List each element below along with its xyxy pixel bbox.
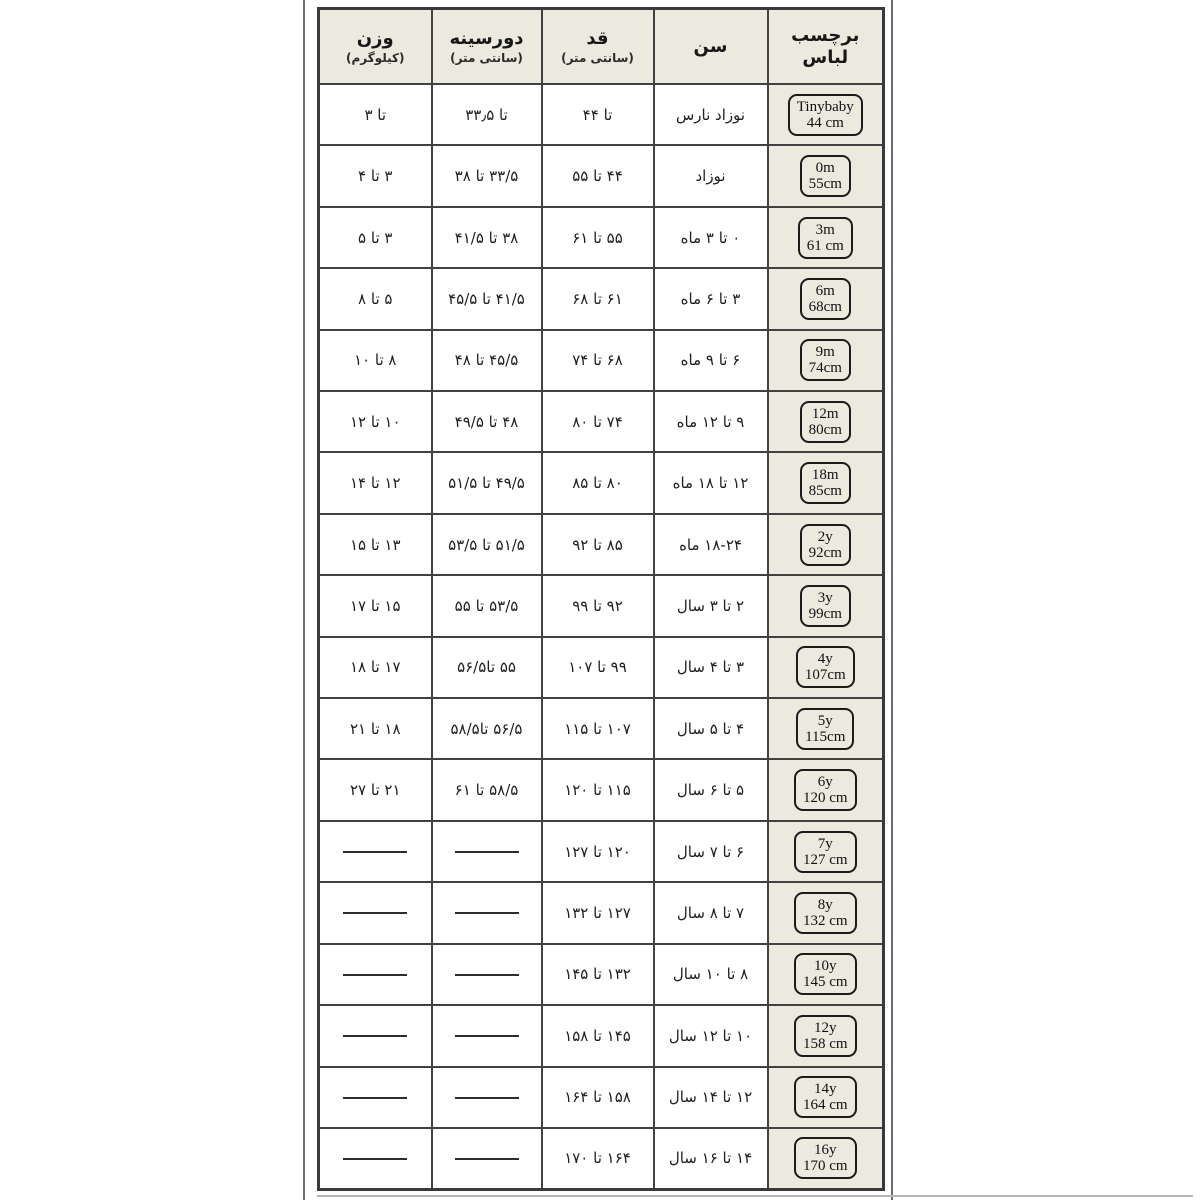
table-row [319,821,884,882]
cell-chest [432,882,542,943]
size-tag-badge [794,831,857,873]
cell-age: ۰ تا ۳ ماه [654,207,768,268]
cell-chest: ۴۸ تا ۴۹/۵ [432,391,542,452]
cell-chest: ۳۳/۵ تا ۳۸ [432,145,542,206]
table-row [319,944,884,1005]
header-height [542,9,654,85]
size-tag-badge [800,524,851,566]
cell-weight: ۳ تا ۴ [319,145,432,206]
size-tag-height: 120 cm [802,790,848,807]
page-rule-left [303,0,305,1200]
cell-tag [768,391,884,452]
size-tag-code: 5y [817,712,833,729]
cell-weight: ۳ تا ۵ [319,207,432,268]
header-chest-unit: (سانتی متر) [450,51,523,65]
cell-chest: ۵۸/۵ تا ۶۱ [432,759,542,820]
table-row [319,514,884,575]
size-tag-code: 2y [817,528,833,545]
table-row [319,637,884,698]
table-row [319,330,884,391]
cell-height: ۸۵ تا ۹۲ [542,514,654,575]
size-tag-code: 8y [817,896,833,913]
header-chest-title: دورسینه [449,28,524,49]
size-tag-badge [800,585,851,627]
cell-tag [768,882,884,943]
cell-tag [768,84,884,145]
size-tag-code: 6m [815,282,835,299]
table-row [319,268,884,329]
cell-chest: ۵۳/۵ تا ۵۵ [432,575,542,636]
cell-weight: تا ۳ [319,84,432,145]
size-tag-height: 107cm [804,667,846,684]
cell-height: ۱۳۲ تا ۱۴۵ [542,944,654,1005]
cell-height: ۶۸ تا ۷۴ [542,330,654,391]
cell-height: ۷۴ تا ۸۰ [542,391,654,452]
cell-chest: ۴۵/۵ تا ۴۸ [432,330,542,391]
size-tag-code: 6y [817,774,833,791]
cell-age: ۸ تا ۱۰ سال [654,944,768,1005]
header-age [654,9,768,85]
size-tag-code: Tinybaby [796,98,854,115]
cell-height: ۱۰۷ تا ۱۱۵ [542,698,654,759]
page-rule-bottom [317,1195,1193,1197]
size-tag-code: 14y [813,1081,837,1098]
cell-weight [319,1005,432,1066]
cell-chest: ۴۹/۵ تا ۵۱/۵ [432,452,542,513]
cell-chest [432,944,542,1005]
cell-height: ۶۱ تا ۶۸ [542,268,654,329]
size-tag-badge [800,155,851,197]
table-body [319,84,884,1190]
header-weight-title: وزن [356,28,394,49]
size-tag-height: 92cm [808,544,842,561]
size-tag-badge [794,953,857,995]
table-row [319,1128,884,1190]
header-height-unit: (سانتی متر) [561,51,634,65]
size-tag-code: 3m [815,221,835,238]
cell-height: ۱۵۸ تا ۱۶۴ [542,1067,654,1128]
cell-weight: ۲۱ تا ۲۷ [319,759,432,820]
cell-tag [768,145,884,206]
size-tag-badge [788,94,863,136]
cell-height: ۸۰ تا ۸۵ [542,452,654,513]
cell-tag [768,821,884,882]
size-tag-code: 7y [817,835,833,852]
cell-tag [768,330,884,391]
size-tag-code: 3y [817,589,833,606]
table-row [319,575,884,636]
size-tag-code: 18m [811,467,839,484]
cell-height: ۵۵ تا ۶۱ [542,207,654,268]
cell-height: ۹۹ تا ۱۰۷ [542,637,654,698]
cell-chest [432,821,542,882]
table-row [319,882,884,943]
header-height-title: قد [586,28,609,49]
size-tag-badge [794,769,857,811]
empty-value-dash [455,912,519,914]
cell-age: ۳ تا ۴ سال [654,637,768,698]
size-tag-badge [798,217,853,259]
cell-age: ۱۲ تا ۱۴ سال [654,1067,768,1128]
header-age-title: سن [693,35,728,57]
cell-weight [319,944,432,1005]
cell-tag [768,637,884,698]
cell-age: ۳ تا ۶ ماه [654,268,768,329]
cell-weight: ۱۸ تا ۲۱ [319,698,432,759]
size-tag-badge [800,339,851,381]
cell-tag [768,207,884,268]
cell-weight: ۸ تا ۱۰ [319,330,432,391]
size-tag-code: 9m [815,344,835,361]
size-tag-badge [796,708,854,750]
cell-chest: ۳۸ تا ۴۱/۵ [432,207,542,268]
size-tag-badge [800,278,851,320]
size-tag-height: 158 cm [802,1035,848,1052]
cell-tag [768,452,884,513]
header-tag-title: برچسب لباس [791,24,860,68]
size-tag-code: 4y [817,651,833,668]
table-row [319,145,884,206]
table-row [319,759,884,820]
cell-chest [432,1067,542,1128]
cell-age: ۲ تا ۳ سال [654,575,768,636]
cell-tag [768,944,884,1005]
cell-age: ۱۴ تا ۱۶ سال [654,1128,768,1190]
table-row [319,1067,884,1128]
header-tag [768,9,884,85]
empty-value-dash [343,912,407,914]
table-row [319,698,884,759]
cell-weight [319,1128,432,1190]
cell-tag [768,759,884,820]
size-tag-height: 68cm [808,298,842,315]
cell-chest: ۵۶/۵ تا۵۸/۵ [432,698,542,759]
cell-weight: ۱۵ تا ۱۷ [319,575,432,636]
size-tag-badge [794,892,857,934]
cell-age: ۹ تا ۱۲ ماه [654,391,768,452]
cell-weight: ۱۰ تا ۱۲ [319,391,432,452]
size-tag-badge [794,1076,857,1118]
cell-age: ۵ تا ۶ سال [654,759,768,820]
size-tag-height: 145 cm [802,974,848,991]
cell-chest: تا ۳۳٫۵ [432,84,542,145]
size-tag-code: 10y [813,958,837,975]
cell-tag [768,514,884,575]
size-tag-height: 164 cm [802,1097,848,1114]
cell-tag [768,268,884,329]
cell-age: ۶ تا ۹ ماه [654,330,768,391]
cell-height: ۱۲۷ تا ۱۳۲ [542,882,654,943]
empty-value-dash [455,974,519,976]
cell-height: ۱۲۰ تا ۱۲۷ [542,821,654,882]
size-tag-height: 115cm [805,728,846,745]
table-row [319,207,884,268]
cell-chest: ۵۱/۵ تا ۵۳/۵ [432,514,542,575]
size-tag-height: 132 cm [802,912,848,929]
empty-value-dash [455,851,519,853]
cell-chest: ۴۱/۵ تا ۴۵/۵ [432,268,542,329]
size-tag-badge [800,401,851,443]
cell-age: ۱۰ تا ۱۲ سال [654,1005,768,1066]
size-chart-table [317,7,885,1191]
table-row [319,452,884,513]
empty-value-dash [343,1035,407,1037]
size-tag-code: 12m [811,405,839,422]
cell-tag [768,1005,884,1066]
cell-chest: ۵۵ تا۵۶/۵ [432,637,542,698]
cell-tag [768,698,884,759]
size-tag-badge [794,1015,857,1057]
cell-tag [768,575,884,636]
cell-weight [319,821,432,882]
size-tag-height: 127 cm [802,851,848,868]
size-tag-badge [796,646,855,688]
page-rule-right [891,0,893,1200]
empty-value-dash [455,1158,519,1160]
cell-chest [432,1128,542,1190]
table-row [319,391,884,452]
cell-age: ۱۸-۲۴ ماه [654,514,768,575]
header-chest [432,9,542,85]
cell-height: ۱۶۴ تا ۱۷۰ [542,1128,654,1190]
cell-tag [768,1128,884,1190]
table-row [319,84,884,145]
size-tag-height: 55cm [808,176,842,193]
cell-age: ۱۲ تا ۱۸ ماه [654,452,768,513]
cell-height: ۹۲ تا ۹۹ [542,575,654,636]
cell-age: ۷ تا ۸ سال [654,882,768,943]
cell-height: تا ۴۴ [542,84,654,145]
cell-age: نوزاد [654,145,768,206]
cell-weight: ۱۷ تا ۱۸ [319,637,432,698]
size-tag-height: 44 cm [806,114,844,131]
size-tag-height: 170 cm [802,1158,848,1175]
cell-height: ۱۱۵ تا ۱۲۰ [542,759,654,820]
cell-tag [768,1067,884,1128]
size-tag-height: 80cm [808,421,842,438]
size-tag-height: 85cm [808,483,842,500]
size-tag-height: 61 cm [806,237,844,254]
cell-height: ۴۴ تا ۵۵ [542,145,654,206]
empty-value-dash [343,851,407,853]
cell-chest [432,1005,542,1066]
header-weight-unit: (کیلوگرم) [345,51,405,65]
cell-age: ۴ تا ۵ سال [654,698,768,759]
empty-value-dash [455,1035,519,1037]
cell-height: ۱۴۵ تا ۱۵۸ [542,1005,654,1066]
empty-value-dash [343,1158,407,1160]
header-weight [319,9,432,85]
cell-weight [319,882,432,943]
empty-value-dash [455,1097,519,1099]
empty-value-dash [343,1097,407,1099]
size-tag-badge [800,462,851,504]
cell-weight: ۱۲ تا ۱۴ [319,452,432,513]
size-tag-height: 99cm [808,605,842,622]
empty-value-dash [343,974,407,976]
cell-weight: ۵ تا ۸ [319,268,432,329]
cell-weight [319,1067,432,1128]
size-tag-code: 16y [813,1142,837,1159]
cell-age: نوزاد نارس [654,84,768,145]
size-tag-height: 74cm [808,360,842,377]
size-tag-badge [794,1137,857,1179]
cell-age: ۶ تا ۷ سال [654,821,768,882]
cell-weight: ۱۳ تا ۱۵ [319,514,432,575]
size-tag-code: 12y [813,1019,837,1036]
table-row [319,1005,884,1066]
size-tag-code: 0m [815,160,835,177]
header-row [319,9,884,85]
